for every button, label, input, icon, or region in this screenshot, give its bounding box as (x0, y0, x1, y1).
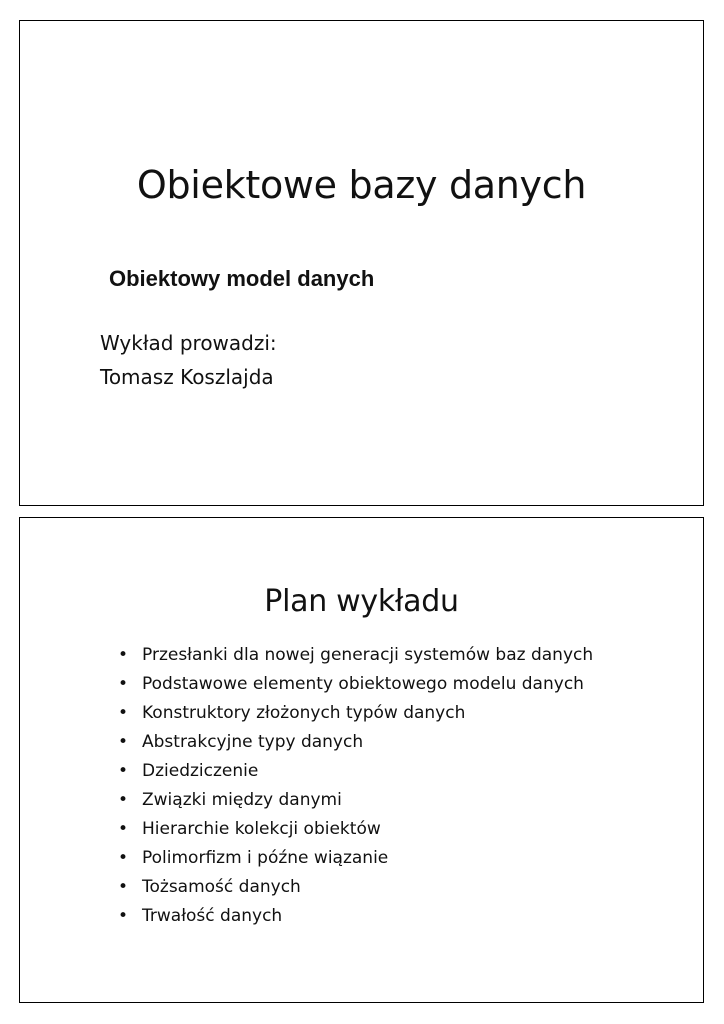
agenda-item: • Dziedziczenie (116, 757, 593, 786)
agenda-item: • Związki między danymi (116, 786, 593, 815)
agenda-list (116, 641, 593, 931)
slide-title: Plan wykładu (264, 584, 459, 619)
agenda-item: • Hierarchie kolekcji obiektów (116, 815, 593, 844)
agenda-item: • Abstrakcyjne typy danych (116, 728, 593, 757)
lecturer-name: Tomasz Koszlajda (100, 365, 274, 389)
agenda-item: • Podstawowe elementy obiektowego modelu danych (116, 670, 593, 699)
lecturer-label: Wykład prowadzi: (100, 331, 277, 355)
agenda-item: • Tożsamość danych (116, 873, 593, 902)
slide-title: Obiektowe bazy danych (136, 163, 587, 207)
slide-subtitle: Obiektowy model danych (109, 266, 375, 291)
agenda-item: • Przesłanki dla nowej generacji systemów baz danych (116, 641, 593, 670)
agenda-item: • Trwałość danych (116, 902, 593, 931)
agenda-slide (19, 517, 704, 1003)
agenda-item: • Polimorfizm i późne wiązanie (116, 844, 593, 873)
agenda-item: • Konstruktory złożonych typów danych (116, 699, 593, 728)
title-slide (19, 20, 704, 506)
lecturer-block (100, 326, 277, 394)
